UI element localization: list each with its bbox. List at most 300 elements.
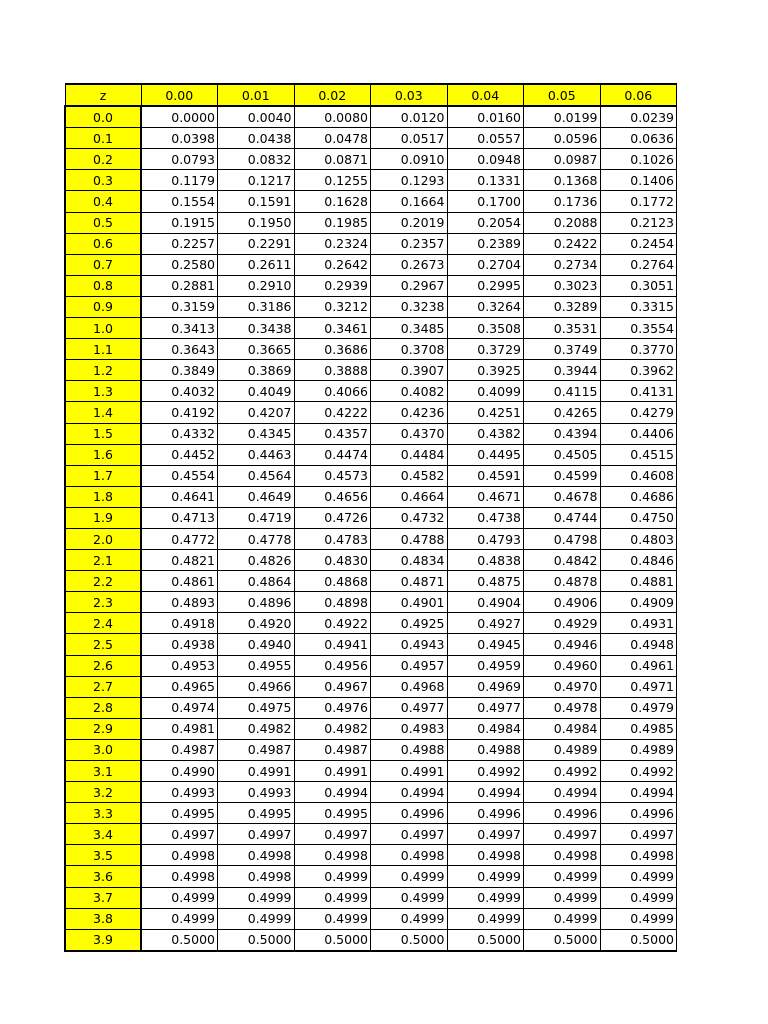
probability-cell: 0.4953	[141, 655, 218, 676]
probability-cell: 0.4719	[218, 507, 295, 528]
probability-cell: 0.2389	[447, 233, 524, 254]
probability-cell: 0.2704	[447, 254, 524, 275]
z-value-cell: 1.6	[65, 444, 141, 465]
probability-cell: 0.4474	[294, 444, 371, 465]
z-value-cell: 2.1	[65, 550, 141, 571]
probability-cell: 0.4394	[524, 423, 601, 444]
probability-cell: 0.0517	[371, 128, 448, 149]
probability-cell: 0.4982	[294, 718, 371, 739]
probability-cell: 0.4938	[141, 634, 218, 655]
table-row	[65, 718, 677, 739]
z-value-cell: 2.6	[65, 655, 141, 676]
probability-cell: 0.4192	[141, 402, 218, 423]
table-row	[65, 170, 677, 191]
probability-cell: 0.3051	[600, 275, 677, 296]
probability-cell: 0.4997	[294, 824, 371, 845]
probability-cell: 0.3888	[294, 360, 371, 381]
probability-cell: 0.3159	[141, 296, 218, 317]
probability-cell: 0.4798	[524, 528, 601, 549]
probability-cell: 0.2642	[294, 254, 371, 275]
probability-cell: 0.4927	[447, 613, 524, 634]
probability-cell: 0.4382	[447, 423, 524, 444]
probability-cell: 0.5000	[218, 929, 295, 951]
probability-cell: 0.4961	[600, 655, 677, 676]
probability-cell: 0.4998	[371, 845, 448, 866]
probability-cell: 0.0910	[371, 149, 448, 170]
probability-cell: 0.4996	[600, 803, 677, 824]
probability-cell: 0.4664	[371, 486, 448, 507]
probability-cell: 0.1915	[141, 212, 218, 233]
probability-cell: 0.0080	[294, 106, 371, 128]
z-value-cell: 3.5	[65, 845, 141, 866]
probability-cell: 0.3461	[294, 318, 371, 339]
probability-cell: 0.5000	[447, 929, 524, 951]
probability-cell: 0.2019	[371, 212, 448, 233]
probability-cell: 0.0199	[524, 106, 601, 128]
probability-cell: 0.4985	[600, 718, 677, 739]
table-row	[65, 528, 677, 549]
z-value-cell: 0.7	[65, 254, 141, 275]
probability-cell: 0.3554	[600, 318, 677, 339]
probability-cell: 0.4989	[524, 739, 601, 760]
probability-cell: 0.4999	[371, 908, 448, 929]
table-row	[65, 233, 677, 254]
table-row	[65, 782, 677, 803]
table-row	[65, 697, 677, 718]
probability-cell: 0.1179	[141, 170, 218, 191]
probability-cell: 0.4993	[218, 782, 295, 803]
probability-cell: 0.4999	[524, 866, 601, 887]
table-row	[65, 550, 677, 571]
table-row	[65, 465, 677, 486]
probability-cell: 0.5000	[600, 929, 677, 951]
probability-cell: 0.4999	[447, 866, 524, 887]
table-row	[65, 761, 677, 782]
probability-cell: 0.4997	[141, 824, 218, 845]
probability-cell: 0.4996	[524, 803, 601, 824]
probability-cell: 0.4783	[294, 528, 371, 549]
probability-cell: 0.4999	[371, 866, 448, 887]
probability-cell: 0.4131	[600, 381, 677, 402]
probability-cell: 0.4049	[218, 381, 295, 402]
probability-cell: 0.0557	[447, 128, 524, 149]
probability-cell: 0.4881	[600, 571, 677, 592]
probability-cell: 0.3944	[524, 360, 601, 381]
probability-cell: 0.4906	[524, 592, 601, 613]
z-value-cell: 1.4	[65, 402, 141, 423]
probability-cell: 0.3749	[524, 339, 601, 360]
probability-cell: 0.4945	[447, 634, 524, 655]
probability-cell: 0.4969	[447, 676, 524, 697]
probability-cell: 0.4463	[218, 444, 295, 465]
probability-cell: 0.4976	[294, 697, 371, 718]
probability-cell: 0.4929	[524, 613, 601, 634]
z-value-cell: 0.0	[65, 106, 141, 128]
probability-cell: 0.5000	[294, 929, 371, 951]
probability-cell: 0.3508	[447, 318, 524, 339]
probability-cell: 0.3438	[218, 318, 295, 339]
table-row	[65, 739, 677, 760]
probability-cell: 0.4868	[294, 571, 371, 592]
probability-cell: 0.4732	[371, 507, 448, 528]
probability-cell: 0.0120	[371, 106, 448, 128]
probability-cell: 0.3907	[371, 360, 448, 381]
probability-cell: 0.3023	[524, 275, 601, 296]
probability-cell: 0.3962	[600, 360, 677, 381]
probability-cell: 0.4878	[524, 571, 601, 592]
table-row	[65, 128, 677, 149]
probability-cell: 0.4484	[371, 444, 448, 465]
probability-cell: 0.3485	[371, 318, 448, 339]
probability-cell: 0.2422	[524, 233, 601, 254]
probability-cell: 0.4993	[141, 782, 218, 803]
probability-cell: 0.0000	[141, 106, 218, 128]
probability-cell: 0.5000	[141, 929, 218, 951]
z-value-cell: 1.7	[65, 465, 141, 486]
probability-cell: 0.0871	[294, 149, 371, 170]
probability-cell: 0.2967	[371, 275, 448, 296]
probability-cell: 0.4996	[447, 803, 524, 824]
probability-cell: 0.4984	[524, 718, 601, 739]
probability-cell: 0.4978	[524, 697, 601, 718]
table-row	[65, 866, 677, 887]
probability-cell: 0.0040	[218, 106, 295, 128]
probability-cell: 0.4999	[218, 908, 295, 929]
probability-cell: 0.1026	[600, 149, 677, 170]
probability-cell: 0.4744	[524, 507, 601, 528]
probability-cell: 0.4992	[447, 761, 524, 782]
probability-cell: 0.4345	[218, 423, 295, 444]
probability-cell: 0.4222	[294, 402, 371, 423]
probability-cell: 0.4066	[294, 381, 371, 402]
probability-cell: 0.4332	[141, 423, 218, 444]
z-value-cell: 1.0	[65, 318, 141, 339]
table-row	[65, 908, 677, 929]
probability-cell: 0.4997	[447, 824, 524, 845]
probability-cell: 0.3531	[524, 318, 601, 339]
probability-cell: 0.4991	[294, 761, 371, 782]
probability-cell: 0.0948	[447, 149, 524, 170]
probability-cell: 0.2291	[218, 233, 295, 254]
z-value-cell: 2.8	[65, 697, 141, 718]
z-value-cell: 1.2	[65, 360, 141, 381]
probability-cell: 0.4803	[600, 528, 677, 549]
table-row	[65, 444, 677, 465]
probability-cell: 0.4965	[141, 676, 218, 697]
probability-cell: 0.4871	[371, 571, 448, 592]
probability-cell: 0.4987	[294, 739, 371, 760]
probability-cell: 0.4671	[447, 486, 524, 507]
probability-cell: 0.4370	[371, 423, 448, 444]
probability-cell: 0.4495	[447, 444, 524, 465]
probability-cell: 0.0832	[218, 149, 295, 170]
table-row	[65, 634, 677, 655]
z-value-cell: 2.5	[65, 634, 141, 655]
probability-cell: 0.4999	[447, 887, 524, 908]
probability-cell: 0.4778	[218, 528, 295, 549]
probability-cell: 0.4115	[524, 381, 601, 402]
probability-cell: 0.3729	[447, 339, 524, 360]
probability-cell: 0.2123	[600, 212, 677, 233]
z-value-cell: 0.5	[65, 212, 141, 233]
probability-cell: 0.4999	[371, 887, 448, 908]
z-table	[64, 83, 677, 952]
probability-cell: 0.4997	[600, 824, 677, 845]
z-value-cell: 2.0	[65, 528, 141, 549]
probability-cell: 0.4987	[141, 739, 218, 760]
probability-cell: 0.4999	[600, 908, 677, 929]
probability-cell: 0.2995	[447, 275, 524, 296]
z-value-cell: 0.1	[65, 128, 141, 149]
probability-cell: 0.2357	[371, 233, 448, 254]
probability-cell: 0.4582	[371, 465, 448, 486]
probability-cell: 0.4956	[294, 655, 371, 676]
probability-cell: 0.4678	[524, 486, 601, 507]
probability-cell: 0.1406	[600, 170, 677, 191]
probability-cell: 0.4998	[218, 845, 295, 866]
probability-cell: 0.4896	[218, 592, 295, 613]
probability-cell: 0.4842	[524, 550, 601, 571]
probability-cell: 0.4834	[371, 550, 448, 571]
probability-cell: 0.4943	[371, 634, 448, 655]
table-row	[65, 191, 677, 212]
probability-cell: 0.4793	[447, 528, 524, 549]
probability-cell: 0.4948	[600, 634, 677, 655]
probability-cell: 0.4772	[141, 528, 218, 549]
probability-cell: 0.1591	[218, 191, 295, 212]
table-row	[65, 803, 677, 824]
z-value-cell: 3.8	[65, 908, 141, 929]
probability-cell: 0.2054	[447, 212, 524, 233]
table-row	[65, 571, 677, 592]
probability-cell: 0.4554	[141, 465, 218, 486]
probability-cell: 0.1554	[141, 191, 218, 212]
z-column-header: z	[65, 84, 141, 106]
probability-cell: 0.4251	[447, 402, 524, 423]
probability-cell: 0.4991	[371, 761, 448, 782]
probability-cell: 0.4931	[600, 613, 677, 634]
z-value-cell: 2.9	[65, 718, 141, 739]
probability-cell: 0.4918	[141, 613, 218, 634]
probability-cell: 0.4999	[524, 887, 601, 908]
probability-cell: 0.3849	[141, 360, 218, 381]
probability-cell: 0.2734	[524, 254, 601, 275]
table-row	[65, 486, 677, 507]
probability-cell: 0.4999	[524, 908, 601, 929]
column-header: 0.04	[447, 84, 524, 106]
probability-cell: 0.3238	[371, 296, 448, 317]
probability-cell: 0.4998	[524, 845, 601, 866]
probability-cell: 0.0438	[218, 128, 295, 149]
probability-cell: 0.4830	[294, 550, 371, 571]
probability-cell: 0.1985	[294, 212, 371, 233]
probability-cell: 0.4505	[524, 444, 601, 465]
probability-cell: 0.4960	[524, 655, 601, 676]
probability-cell: 0.4959	[447, 655, 524, 676]
probability-cell: 0.4994	[600, 782, 677, 803]
probability-cell: 0.4988	[447, 739, 524, 760]
probability-cell: 0.4999	[600, 866, 677, 887]
probability-cell: 0.4994	[447, 782, 524, 803]
probability-cell: 0.4998	[218, 866, 295, 887]
probability-cell: 0.4826	[218, 550, 295, 571]
probability-cell: 0.4987	[218, 739, 295, 760]
probability-cell: 0.4997	[524, 824, 601, 845]
probability-cell: 0.4641	[141, 486, 218, 507]
z-value-cell: 3.3	[65, 803, 141, 824]
probability-cell: 0.1628	[294, 191, 371, 212]
z-value-cell: 2.4	[65, 613, 141, 634]
probability-cell: 0.4686	[600, 486, 677, 507]
z-value-cell: 1.8	[65, 486, 141, 507]
probability-cell: 0.4957	[371, 655, 448, 676]
table-row	[65, 507, 677, 528]
probability-cell: 0.3643	[141, 339, 218, 360]
z-value-cell: 0.6	[65, 233, 141, 254]
table-row	[65, 212, 677, 233]
probability-cell: 0.4996	[371, 803, 448, 824]
probability-cell: 0.4265	[524, 402, 601, 423]
z-value-cell: 2.7	[65, 676, 141, 697]
table-row	[65, 402, 677, 423]
probability-cell: 0.0239	[600, 106, 677, 128]
table-row	[65, 824, 677, 845]
probability-cell: 0.3413	[141, 318, 218, 339]
probability-cell: 0.4893	[141, 592, 218, 613]
probability-cell: 0.1331	[447, 170, 524, 191]
probability-cell: 0.4920	[218, 613, 295, 634]
column-header: 0.02	[294, 84, 371, 106]
probability-cell: 0.0636	[600, 128, 677, 149]
probability-cell: 0.4946	[524, 634, 601, 655]
probability-cell: 0.2764	[600, 254, 677, 275]
z-value-cell: 3.0	[65, 739, 141, 760]
probability-cell: 0.3665	[218, 339, 295, 360]
probability-cell: 0.4955	[218, 655, 295, 676]
probability-cell: 0.3289	[524, 296, 601, 317]
probability-cell: 0.4999	[447, 908, 524, 929]
probability-cell: 0.1664	[371, 191, 448, 212]
probability-cell: 0.4991	[218, 761, 295, 782]
probability-cell: 0.4099	[447, 381, 524, 402]
probability-cell: 0.4207	[218, 402, 295, 423]
z-value-cell: 0.3	[65, 170, 141, 191]
table-row	[65, 275, 677, 296]
probability-cell: 0.4998	[294, 845, 371, 866]
probability-cell: 0.0596	[524, 128, 601, 149]
probability-cell: 0.4998	[141, 845, 218, 866]
probability-cell: 0.2910	[218, 275, 295, 296]
probability-cell: 0.4846	[600, 550, 677, 571]
probability-cell: 0.4995	[141, 803, 218, 824]
probability-cell: 0.3212	[294, 296, 371, 317]
probability-cell: 0.4983	[371, 718, 448, 739]
probability-cell: 0.4898	[294, 592, 371, 613]
probability-cell: 0.4974	[141, 697, 218, 718]
probability-cell: 0.4966	[218, 676, 295, 697]
z-value-cell: 2.2	[65, 571, 141, 592]
probability-cell: 0.4406	[600, 423, 677, 444]
table-row	[65, 106, 677, 128]
probability-cell: 0.4941	[294, 634, 371, 655]
table-row	[65, 381, 677, 402]
probability-cell: 0.1950	[218, 212, 295, 233]
probability-cell: 0.4608	[600, 465, 677, 486]
probability-cell: 0.4994	[524, 782, 601, 803]
probability-cell: 0.4788	[371, 528, 448, 549]
probability-cell: 0.4357	[294, 423, 371, 444]
probability-cell: 0.4875	[447, 571, 524, 592]
probability-cell: 0.4750	[600, 507, 677, 528]
probability-cell: 0.4726	[294, 507, 371, 528]
z-value-cell: 1.1	[65, 339, 141, 360]
probability-cell: 0.4838	[447, 550, 524, 571]
z-value-cell: 2.3	[65, 592, 141, 613]
probability-cell: 0.0793	[141, 149, 218, 170]
probability-cell: 0.3925	[447, 360, 524, 381]
probability-cell: 0.4988	[371, 739, 448, 760]
probability-cell: 0.4992	[600, 761, 677, 782]
probability-cell: 0.2939	[294, 275, 371, 296]
probability-cell: 0.4967	[294, 676, 371, 697]
z-value-cell: 3.7	[65, 887, 141, 908]
probability-cell: 0.4032	[141, 381, 218, 402]
probability-cell: 0.4279	[600, 402, 677, 423]
table-row	[65, 613, 677, 634]
probability-cell: 0.4649	[218, 486, 295, 507]
z-value-cell: 1.5	[65, 423, 141, 444]
probability-cell: 0.4992	[524, 761, 601, 782]
probability-cell: 0.3869	[218, 360, 295, 381]
probability-cell: 0.4999	[218, 887, 295, 908]
probability-cell: 0.1736	[524, 191, 601, 212]
probability-cell: 0.4999	[294, 887, 371, 908]
probability-cell: 0.4236	[371, 402, 448, 423]
probability-cell: 0.4977	[447, 697, 524, 718]
probability-cell: 0.0987	[524, 149, 601, 170]
table-row	[65, 655, 677, 676]
column-header: 0.03	[371, 84, 448, 106]
table-row	[65, 360, 677, 381]
z-value-cell: 1.3	[65, 381, 141, 402]
probability-cell: 0.4997	[218, 824, 295, 845]
column-header: 0.01	[218, 84, 295, 106]
z-value-cell: 3.1	[65, 761, 141, 782]
probability-cell: 0.3686	[294, 339, 371, 360]
probability-cell: 0.3708	[371, 339, 448, 360]
probability-cell: 0.3770	[600, 339, 677, 360]
probability-cell: 0.4564	[218, 465, 295, 486]
probability-cell: 0.4979	[600, 697, 677, 718]
probability-cell: 0.5000	[371, 929, 448, 951]
table-row	[65, 887, 677, 908]
probability-cell: 0.4925	[371, 613, 448, 634]
probability-cell: 0.1700	[447, 191, 524, 212]
probability-cell: 0.4997	[371, 824, 448, 845]
probability-cell: 0.4864	[218, 571, 295, 592]
probability-cell: 0.4922	[294, 613, 371, 634]
probability-cell: 0.2580	[141, 254, 218, 275]
probability-cell: 0.1255	[294, 170, 371, 191]
z-value-cell: 3.2	[65, 782, 141, 803]
probability-cell: 0.4970	[524, 676, 601, 697]
probability-cell: 0.4599	[524, 465, 601, 486]
column-header: 0.00	[141, 84, 218, 106]
probability-cell: 0.2881	[141, 275, 218, 296]
column-header: 0.06	[600, 84, 677, 106]
probability-cell: 0.4999	[141, 908, 218, 929]
probability-cell: 0.3264	[447, 296, 524, 317]
